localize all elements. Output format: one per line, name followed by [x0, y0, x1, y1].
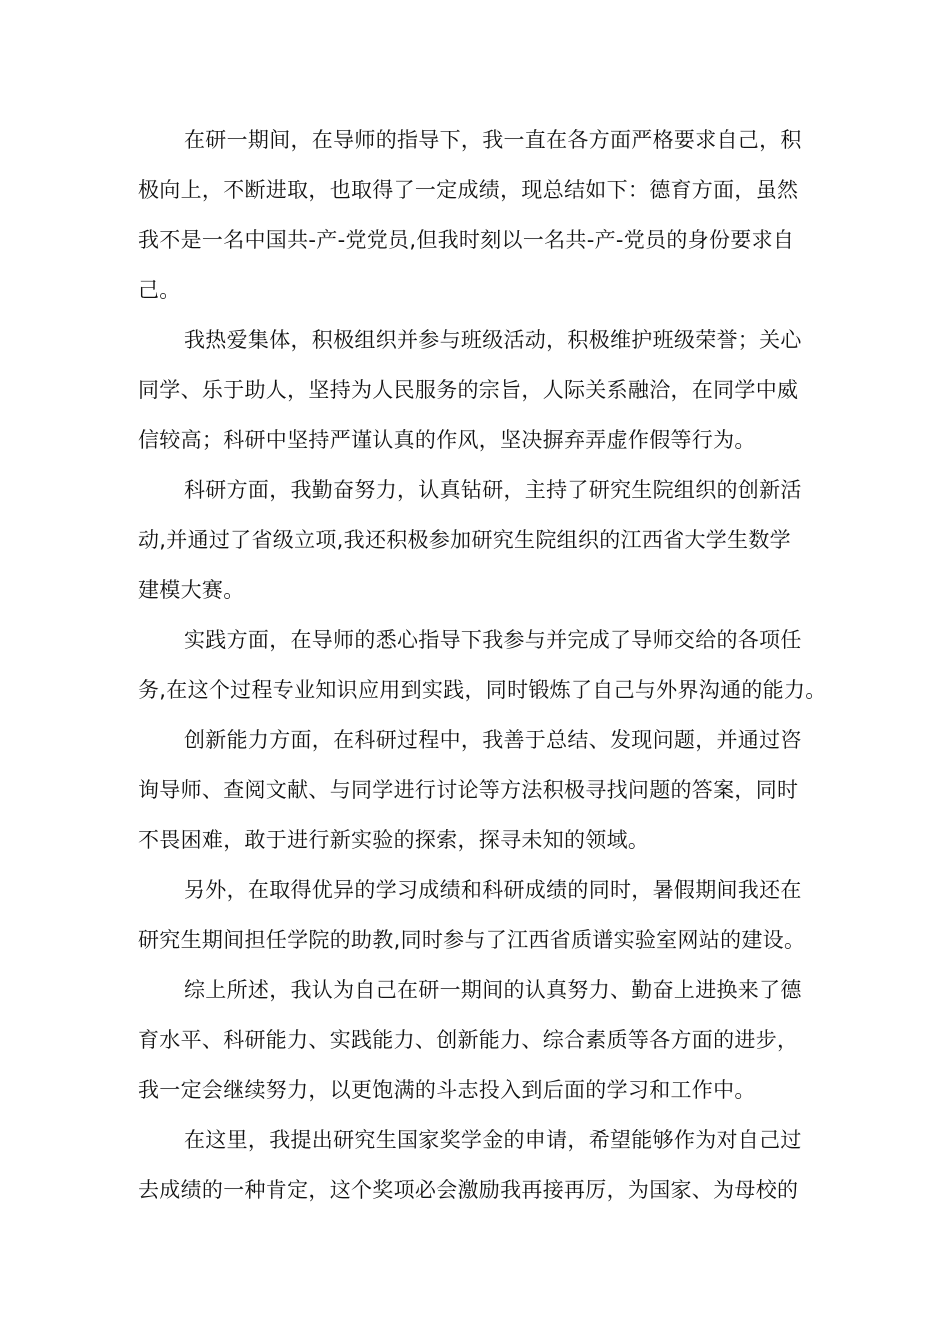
paragraph-1-line-1: 在研一期间，在导师的指导下，我一直在各方面严格要求自己，积 — [184, 128, 802, 152]
paragraph-1-line-3: 我不是一名中国共-产-党党员,但我时刻以一名共-产-党员的身份要求自 — [138, 228, 795, 252]
paragraph-1-line-4: 己。 — [138, 278, 181, 302]
paragraph-7-line-1: 综上所述，我认为自己在研一期间的认真努力、勤奋上进换来了德 — [184, 978, 802, 1002]
paragraph-1-line-2: 极向上，不断进取，也取得了一定成绩，现总结如下：德育方面，虽然 — [138, 178, 799, 202]
paragraph-6-line-2: 研究生期间担任学院的助教,同时参与了江西省质谱实验室网站的建设。 — [138, 928, 806, 952]
paragraph-8-line-2: 去成绩的一种肯定，这个奖项必会激励我再接再厉，为国家、为母校的 — [138, 1178, 799, 1202]
paragraph-3-line-3: 建模大赛。 — [138, 578, 245, 602]
paragraph-7-line-2: 育水平、科研能力、实践能力、创新能力、综合素质等各方面的进步， — [138, 1028, 799, 1052]
paragraph-3-line-1: 科研方面，我勤奋努力，认真钻研，主持了研究生院组织的创新活 — [184, 478, 802, 502]
paragraph-6-line-1: 另外，在取得优异的学习成绩和科研成绩的同时，暑假期间我还在 — [184, 878, 802, 902]
paragraph-2-line-1: 我热爱集体，积极组织并参与班级活动，积极维护班级荣誉；关心 — [184, 328, 802, 352]
paragraph-8-line-1: 在这里，我提出研究生国家奖学金的申请，希望能够作为对自己过 — [184, 1128, 802, 1152]
paragraph-5-line-3: 不畏困难，敢于进行新实验的探索，探寻未知的领域。 — [138, 828, 650, 852]
paragraph-4-line-2: 务,在这个过程专业知识应用到实践，同时锻炼了自己与外界沟通的能力。 — [138, 678, 827, 702]
paragraph-2-line-3: 信较高；科研中坚持严谨认真的作风，坚决摒弃弄虚作假等行为。 — [138, 428, 756, 452]
paragraph-2-line-2: 同学、乐于助人，坚持为人民服务的宗旨，人际关系融洽，在同学中威 — [138, 378, 799, 402]
paragraph-5-line-1: 创新能力方面，在科研过程中，我善于总结、发现问题，并通过咨 — [184, 728, 802, 752]
paragraph-5-line-2: 询导师、查阅文献、与同学进行讨论等方法积极寻找问题的答案，同时 — [138, 778, 799, 802]
paragraph-4-line-1: 实践方面，在导师的悉心指导下我参与并完成了导师交给的各项任 — [184, 628, 802, 652]
paragraph-7-line-3: 我一定会继续努力，以更饱满的斗志投入到后面的学习和工作中。 — [138, 1078, 756, 1102]
paragraph-3-line-2: 动,并通过了省级立项,我还积极参加研究生院组织的江西省大学生数学 — [138, 528, 791, 552]
